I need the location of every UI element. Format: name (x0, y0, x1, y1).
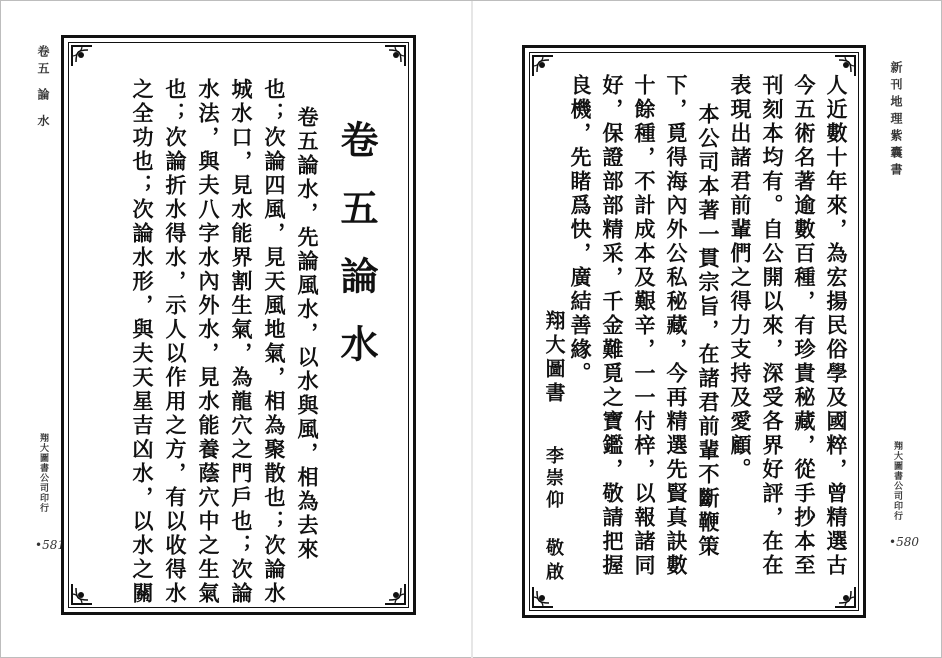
right-footer-publisher: 翔大圖書公司印行 (892, 441, 902, 521)
corner-ornament-icon (833, 54, 857, 78)
corner-ornament-icon (383, 582, 407, 606)
corner-ornament-icon (531, 54, 555, 78)
corner-ornament-icon (833, 585, 857, 609)
body-column: 表現出諸君前輩們之得力支持及愛顧。 (728, 74, 753, 482)
body-column: 今五術名著逾數百種，有珍貴秘藏，從手抄本至 (792, 74, 817, 578)
body-column: 下，覓得海內外公私秘藏，今再精選先賢真訣數 (664, 74, 689, 578)
corner-ornament-icon (70, 582, 94, 606)
body-column: 好，保證部部精采，千金難覓之寶鑑，敬請把握 (600, 74, 625, 578)
body-column: 城水口，見水能界割生氣，為龍穴之門戶也；次論 (229, 78, 254, 606)
body-column: 水法，與夫八字水內外水，見水能養蔭穴中之生氣 (196, 78, 221, 606)
corner-ornament-icon (383, 44, 407, 68)
left-page-number: •581 (35, 538, 65, 552)
body-column: 人近數十年來，為宏揚民俗學及國粹，曾精選古 (824, 74, 849, 578)
body-column: 本公司本著一貫宗旨，在諸君前輩不斷鞭策 (696, 103, 721, 559)
chapter-title: 卷五論水 (334, 120, 379, 392)
right-page-number: •580 (889, 535, 919, 549)
left-footer-publisher: 翔大圖書公司印行 (38, 433, 48, 513)
body-column: 也；次論折水得水，示人以作用之方，有以收得水 (163, 78, 188, 606)
signature-company: 翔大圖書 (542, 310, 566, 406)
right-running-head: 新刊地理紫囊書 (889, 61, 903, 180)
left-running-head: 卷五 論 水 (36, 45, 50, 132)
body-column: 刊刻本均有。自公開以來，深受各界好評，在在 (760, 74, 785, 578)
body-column: 十餘種，不計成本及艱辛，一一付梓，以報諸同 (632, 74, 657, 578)
book-spine (471, 1, 473, 658)
left-page-frame (61, 35, 416, 615)
corner-ornament-icon (531, 585, 555, 609)
right-page-frame (522, 45, 866, 618)
signature-closing: 敬啟 (543, 538, 564, 586)
body-column: 之全功也；次論水形，與夫天星吉凶水，以水之關 (130, 78, 155, 606)
signature-name: 李崇仰 (543, 446, 564, 512)
body-column: 良機，先睹爲快，廣結善緣。 (568, 74, 593, 386)
body-column: 也；次論四風，見天風地氣，相為聚散也；次論水 (262, 78, 287, 606)
corner-ornament-icon (70, 44, 94, 68)
body-column: 卷五論水，先論風水，以水與風，相為去來 (295, 106, 320, 562)
